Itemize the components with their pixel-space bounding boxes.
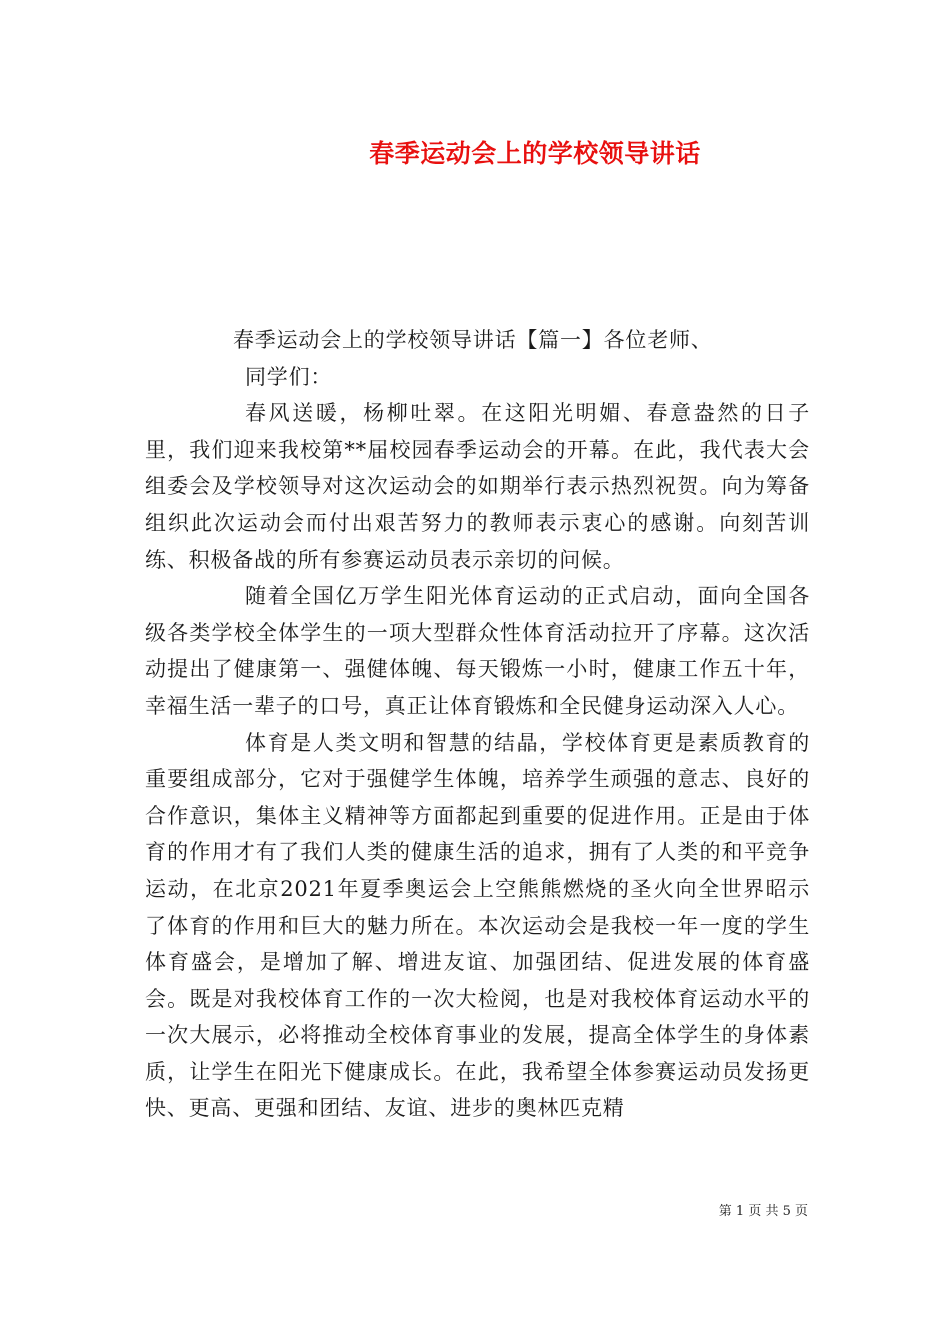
salutation: 同学们： — [245, 364, 333, 389]
paragraph: 随着全国亿万学生阳光体育运动的正式启动，面向全国各级各类学校全体学生的一项大型群众性体育活动拉开了序幕。这次活动提出了健康第一、强健体魄、每天锻炼一小时，健康工作五十年，幸福生活一辈子的口号，真正让体育锻炼和全民健身运动深入人心。 — [145, 584, 810, 718]
heading-line: 春季运动会上的学校领导讲话【篇一】各位老师、 — [233, 328, 713, 352]
document-body — [145, 322, 810, 1127]
document-title: 春季运动会上的学校领导讲话 — [369, 139, 701, 168]
page-number: 第 1 页 共 5 页 — [718, 1204, 808, 1219]
paragraph: 体育是人类文明和智慧的结晶，学校体育更是素质教育的重要组成部分，它对于强健学生体魄，培养学生顽强的意志、良好的合作意识，集体主义精神等方面都起到重要的促进作用。正是由于体育的作用才有了我们人类的健康生活的追求，拥有了人类的和平竞争运动，在北京2021年夏季奥运会上空熊熊燃烧的圣火向全世界昭示了体育的作用和巨大的魅力所在。本次运动会是我校一年一度的学生体育盛会，是增加了解、增进友谊、加强团结、促进发展的体育盛会。既是对我校体育工作的一次大检阅，也是对我校体育运动水平的一次大展示，必将推动全校体育事业的发展，提高全体学生的身体素质，让学生在阳光下健康成长。在此，我希望全体参赛运动员发扬更快、更高、更强和团结、友谊、进步的奥林匹克精 — [145, 730, 810, 1121]
paragraph: 春风送暖，杨柳吐翠。在这阳光明媚、春意盎然的日子里，我们迎来我校第**届校园春季运动会的开幕。在此，我代表大会组委会及学校领导对这次运动会的如期举行表示热烈祝贺。向为筹备组织此次运动会而付出艰苦努力的教师表示衷心的感谢。向刻苦训练、积极备战的所有参赛运动员表示亲切的问候。 — [145, 401, 810, 572]
